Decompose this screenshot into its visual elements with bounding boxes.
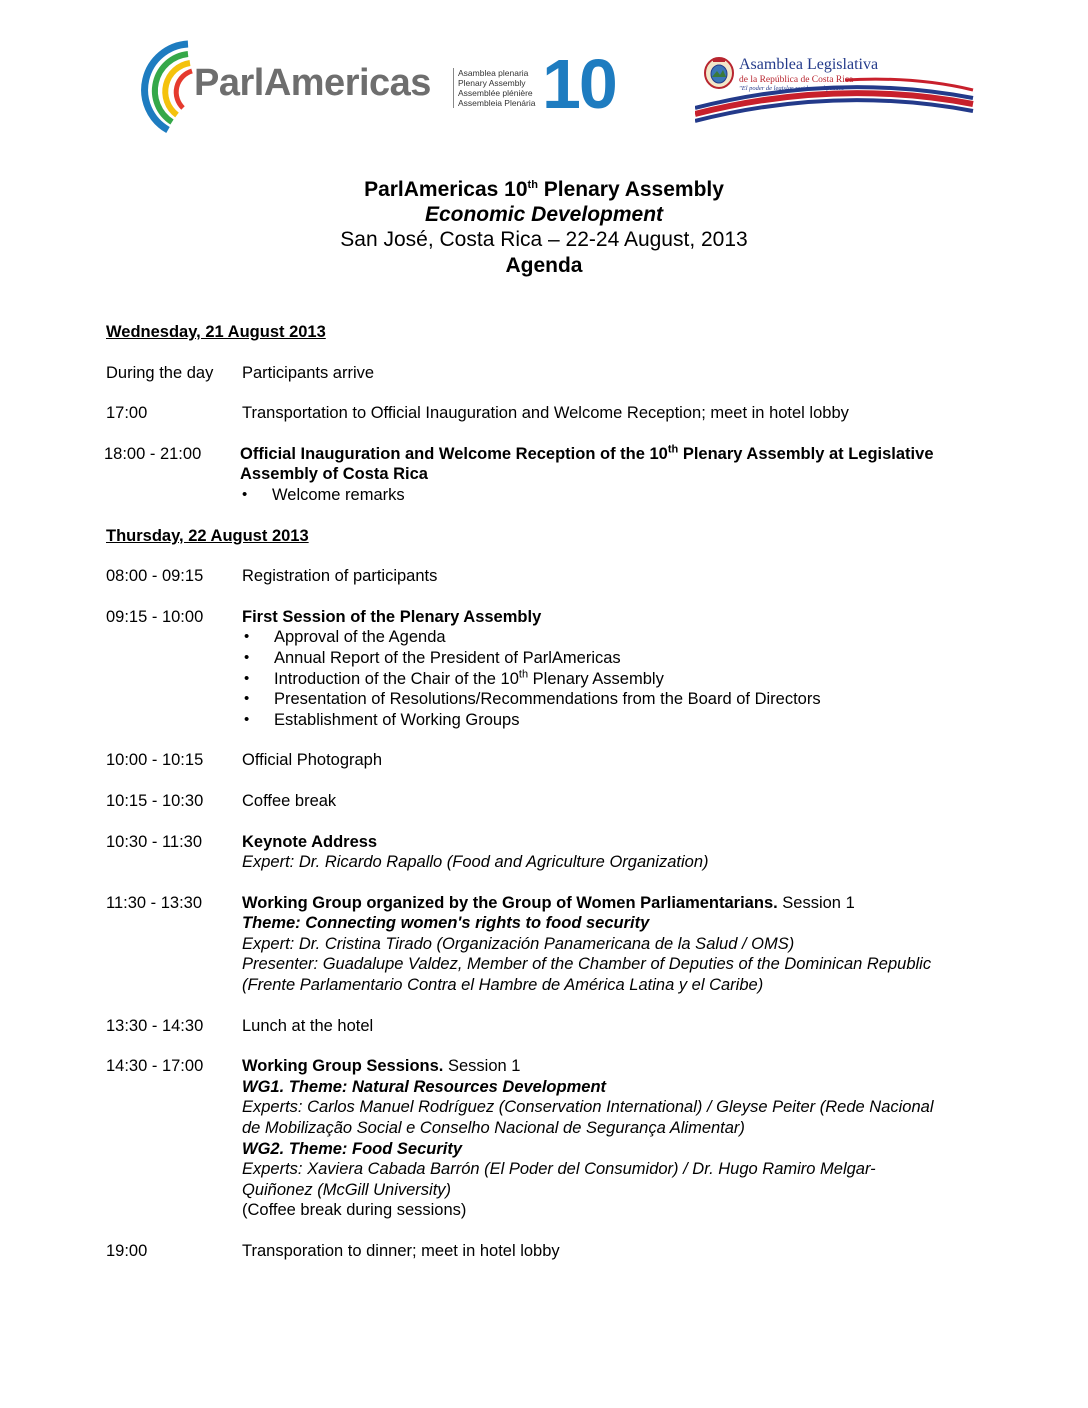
agenda-description: Registration of participants xyxy=(242,567,438,586)
wg2-theme: WG2. Theme: Food Security xyxy=(242,1139,463,1158)
list-item: • Annual Report of the President of ParlAmericas xyxy=(242,648,946,669)
agenda-item xyxy=(106,607,946,731)
agenda-item xyxy=(106,444,946,506)
agenda-item xyxy=(106,1016,946,1037)
session-title: First Session of the Plenary Assembly xyxy=(242,607,542,626)
session-presenter: Presenter: Guadalupe Valdez, Member of the Chamber of Deputies of the Dominican Republic (Frente Parlamentario Contra el Hambre de América Latina y el Caribe) xyxy=(242,955,932,995)
session-note: (Coffee break during sessions) xyxy=(242,1201,467,1220)
document-title: ParlAmericas 10th Plenary Assembly xyxy=(364,178,724,201)
list-item: • Establishment of Working Groups xyxy=(242,710,946,731)
agenda-item xyxy=(106,832,946,873)
session-title: Working Group Sessions. Session 1 xyxy=(242,1057,521,1076)
legislative-assembly-subtitle: de la República de Costa Rica xyxy=(739,75,854,85)
agenda-time: 10:15 - 10:30 xyxy=(106,791,204,810)
agenda-time: 09:15 - 10:00 xyxy=(106,607,204,626)
document-title-block xyxy=(0,177,1088,279)
page-header xyxy=(0,0,1088,150)
day-heading: Wednesday, 21 August 2013 xyxy=(106,323,326,341)
legislative-assembly-logo xyxy=(695,52,977,124)
agenda-description xyxy=(240,444,946,506)
session-theme: Theme: Connecting women's rights to food security xyxy=(242,914,650,933)
parlamericas-logo xyxy=(128,38,648,138)
agenda-description: Transporation to dinner; meet in hotel lobby xyxy=(242,1242,560,1260)
agenda-description: Participants arrive xyxy=(242,363,375,382)
agenda-time: 10:00 - 10:15 xyxy=(106,751,204,770)
bullet-list xyxy=(240,485,946,506)
agenda-description xyxy=(242,607,946,731)
agenda-description: Coffee break xyxy=(242,791,337,810)
agenda-description xyxy=(242,1056,946,1221)
agenda-item xyxy=(106,1056,946,1221)
agenda-time: During the day xyxy=(106,363,214,382)
session-title: Official Inauguration and Welcome Reception of the 10th Plenary Assembly at Legislative Assembly of Costa Rica xyxy=(240,443,934,484)
agenda-item xyxy=(106,750,946,771)
agenda-item xyxy=(106,403,946,424)
agenda-item xyxy=(106,1241,946,1262)
agenda xyxy=(106,322,946,1282)
agenda-description xyxy=(242,893,946,996)
agenda-time: 13:30 - 14:30 xyxy=(106,1016,204,1035)
legislative-assembly-title: Asamblea Legislativa xyxy=(739,56,879,73)
coat-of-arms-icon xyxy=(703,56,735,90)
agenda-description: Transportation to Official Inauguration and Welcome Reception; meet in hotel lobby xyxy=(242,404,849,423)
agenda-description: Lunch at the hotel xyxy=(242,1016,374,1035)
session-expert: Expert: Dr. Cristina Tirado (Organización Panamericana de la Salud / OMS) xyxy=(242,934,795,953)
agenda-description: Official Photograph xyxy=(242,751,383,770)
agenda-item xyxy=(106,791,946,812)
document-agenda-heading: Agenda xyxy=(505,254,583,277)
edition-number: 10 xyxy=(542,45,616,123)
list-item: • Approval of the Agenda xyxy=(242,627,946,648)
day-heading: Thursday, 22 August 2013 xyxy=(106,526,309,545)
session-title: Working Group organized by the Group of Women Parliamentarians. Session 1 xyxy=(242,893,855,912)
session-expert: Expert: Dr. Ricardo Rapallo (Food and Agriculture Organization) xyxy=(242,853,709,872)
wg2-experts: Experts: Xaviera Cabada Barrón (El Poder del Consumidor) / Dr. Hugo Ramiro Melgar-Quiñonez (McGill University) xyxy=(242,1160,876,1199)
wg1-theme: WG1. Theme: Natural Resources Development xyxy=(242,1077,607,1096)
list-item: • Welcome remarks xyxy=(240,485,946,506)
agenda-description xyxy=(242,832,946,873)
agenda-time: 17:00 xyxy=(106,404,148,423)
agenda-item xyxy=(106,566,946,587)
list-item: • Presentation of Resolutions/Recommendations from the Board of Directors xyxy=(242,689,946,710)
agenda-item xyxy=(106,893,946,996)
agenda-time: 10:30 - 11:30 xyxy=(106,832,203,851)
agenda-item xyxy=(106,363,946,384)
document-theme: Economic Development xyxy=(424,203,664,226)
agenda-time: 19:00 xyxy=(106,1242,148,1260)
list-item: • Introduction of the Chair of the 10th Plenary Assembly xyxy=(242,669,946,690)
agenda-time: 14:30 - 17:00 xyxy=(106,1057,204,1076)
agenda-time: 11:30 - 13:30 xyxy=(106,893,203,912)
session-title: Keynote Address xyxy=(242,832,378,851)
bullet-list xyxy=(242,627,946,730)
parlamericas-subtitle: Asamblea plenaria Plenary Assembly Assemblée plénière Assembleia Plenária xyxy=(453,68,535,108)
document-location-date: San José, Costa Rica – 22-24 August, 2013 xyxy=(340,228,748,251)
legislative-assembly-motto: "El poder de legislar reside en el pueblo" xyxy=(739,85,847,92)
wg1-experts: Experts: Carlos Manuel Rodríguez (Conservation International) / Gleyse Peiter (Rede Nacional de Mobilização Social e Conselho Nacional de Segurança Alimentar) xyxy=(242,1098,934,1138)
agenda-time: 18:00 - 21:00 xyxy=(104,444,202,463)
parlamericas-wordmark: ParlAmericas xyxy=(194,62,431,104)
agenda-time: 08:00 - 09:15 xyxy=(106,567,204,586)
